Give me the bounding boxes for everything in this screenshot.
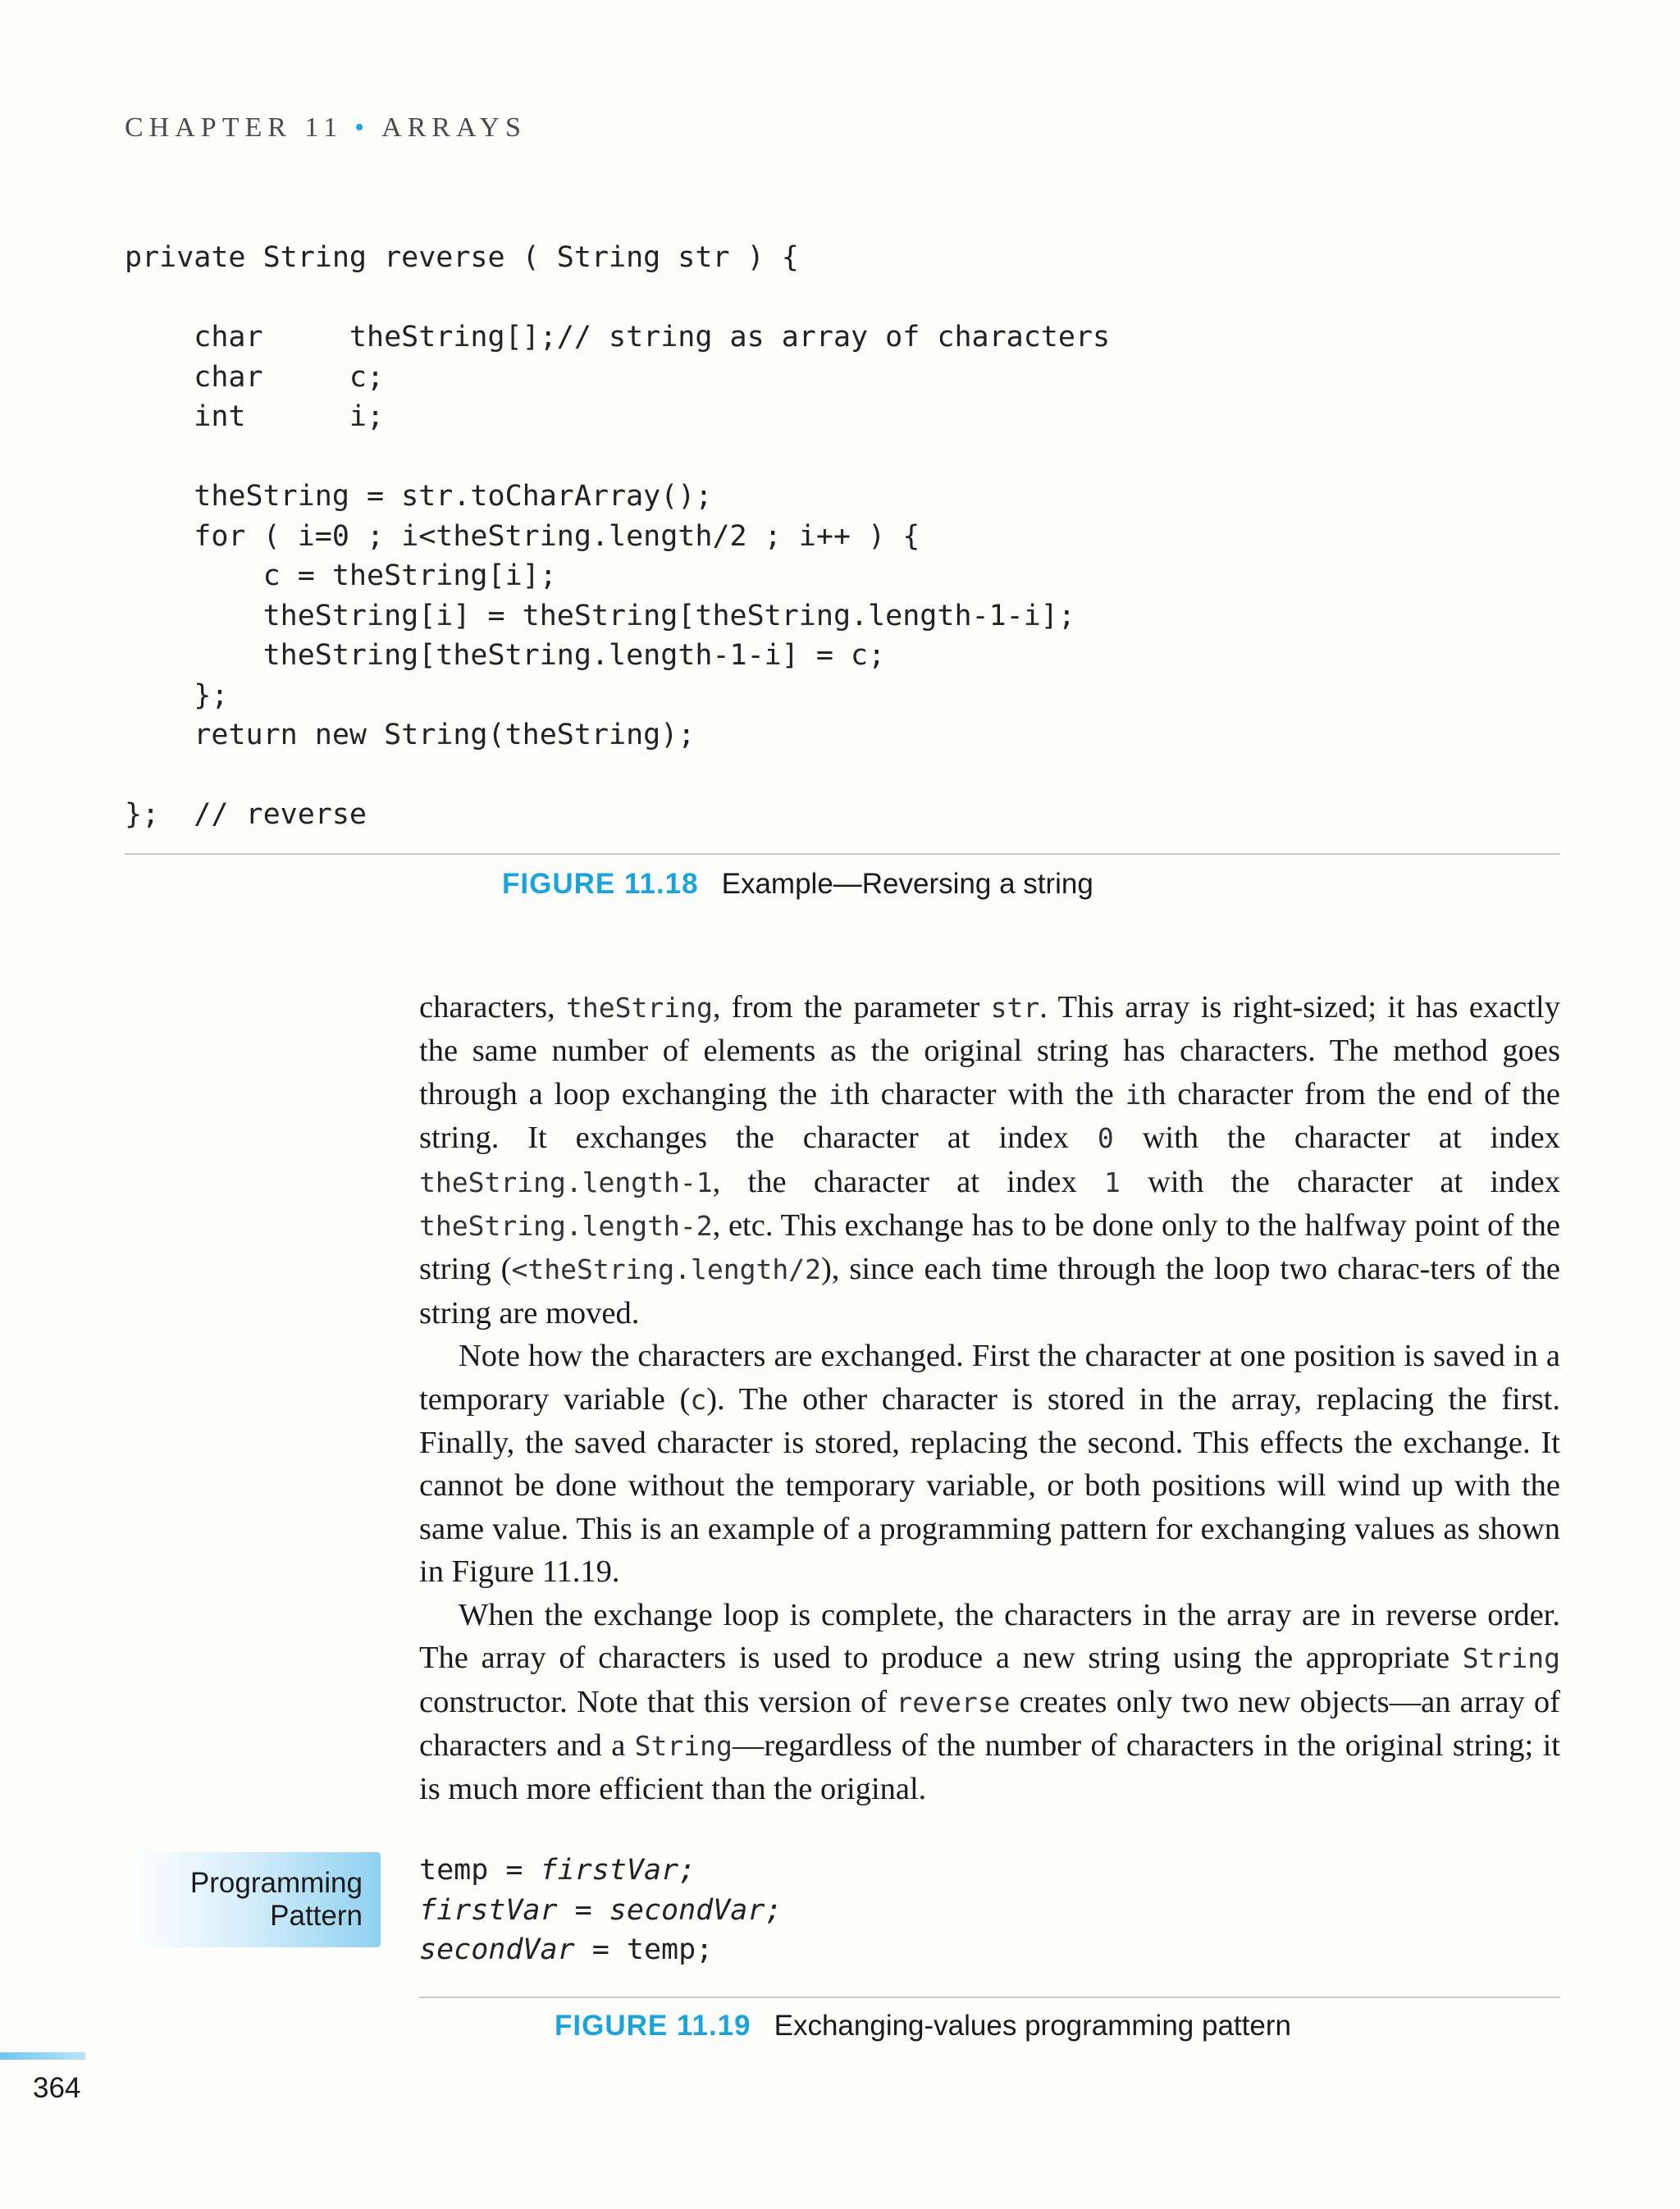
- text-run: . This array is right-sized; it has exactly the same number of elements as the original string has characters. The method goes through a loop exchanging the: [419, 990, 1561, 1111]
- figure-label: FIGURE 11.18: [502, 868, 699, 900]
- inline-code: String: [634, 1729, 733, 1762]
- bullet-separator: •: [354, 112, 371, 143]
- exchange-pattern-code: [419, 1851, 783, 1970]
- text-run: —regardless of the number of characters in the original string; it is much more efficient than the original.: [419, 1727, 1560, 1807]
- code-line: [419, 1851, 783, 1891]
- pattern-tag-line2: Pattern: [270, 1900, 363, 1932]
- text-run: , the character at index: [712, 1164, 1104, 1199]
- body-paragraph: [419, 1594, 1560, 1811]
- reverse-method-code: private String reverse ( String str ) { char theString[];// string as array of characters char c; int i; theString = str.toCharArray(); for ( i=0 ; i<theString.length/2 ; i++ ) { c = theString[i]; theString[i] = theString[theString.length-1-i]; theString[theString.length-1-i] = c; }; return new String(theString); }; // reverse: [125, 241, 1111, 831]
- inline-code: String: [1462, 1642, 1560, 1675]
- inline-code: theString.length-2: [419, 1210, 713, 1243]
- body-paragraph: [419, 986, 1560, 1335]
- inline-code: theString: [566, 992, 713, 1024]
- text-run: with the character at index: [1113, 1120, 1560, 1156]
- figure-title: Exchanging-values programming pattern: [774, 2010, 1291, 2042]
- code-variable: secondVar: [419, 1933, 575, 1966]
- text-run: , from the parameter: [712, 990, 991, 1025]
- running-head: [125, 112, 527, 144]
- inline-code: i: [1125, 1078, 1142, 1111]
- figure-11-18-caption: [502, 868, 1093, 901]
- inline-code: 1: [1103, 1166, 1121, 1198]
- section-label: ARRAYS: [381, 112, 527, 143]
- text-run: with the character at index: [1120, 1164, 1560, 1199]
- text-run: Note how the characters are exchanged. First the character at one position is saved in a temporary variable (: [419, 1339, 1560, 1417]
- pattern-tag-line1: Programming: [189, 1867, 363, 1899]
- figure-rule: [419, 1997, 1560, 1998]
- body-paragraph: [419, 1335, 1560, 1593]
- code-variable: ;: [678, 1854, 696, 1887]
- page-tab-marker: [0, 2052, 85, 2060]
- code-token: =: [557, 1893, 609, 1927]
- text-run: creates only two new objects—an array of characters and a: [419, 1684, 1560, 1763]
- chapter-label: CHAPTER 11: [125, 112, 344, 143]
- figure-label: FIGURE 11.19: [555, 2010, 751, 2042]
- text-run: ), since each time through the loop two charac-ters of the string are moved.: [419, 1252, 1560, 1330]
- programming-pattern-tag: [130, 1852, 381, 1947]
- text-run: th character with the: [844, 1076, 1125, 1111]
- code-variable: secondVar: [609, 1893, 765, 1927]
- text-run: , etc. This exchange has to be done only to the halfway point of the string (: [419, 1208, 1560, 1287]
- body-text: [419, 986, 1560, 1811]
- text-run: When the exchange loop is complete, the characters in the array are in reverse order. The array of characters is used to produce a new string using the appropriate: [419, 1597, 1560, 1676]
- code-line: [419, 1891, 783, 1931]
- inline-code: 0: [1097, 1122, 1114, 1155]
- code-token: temp =: [419, 1854, 541, 1887]
- inline-code: <theString.length/2: [511, 1253, 821, 1286]
- text-run: constructor. Note that this version of: [419, 1684, 897, 1719]
- inline-code: str: [990, 992, 1040, 1024]
- figure-title: Example—Reversing a string: [721, 868, 1093, 900]
- figure-11-19-caption: [555, 2010, 1291, 2042]
- code-variable: firstVar: [419, 1893, 558, 1927]
- inline-code: c: [690, 1383, 707, 1416]
- inline-code: theString.length-1: [419, 1166, 713, 1198]
- code-token: = temp;: [574, 1933, 714, 1966]
- figure-rule: [125, 853, 1560, 855]
- code-variable: ;: [765, 1893, 783, 1927]
- page-number: 364: [33, 2072, 81, 2104]
- text-run: characters,: [419, 990, 566, 1025]
- text-run: th character from the end of the string. It exchanges the character at index: [419, 1076, 1560, 1156]
- text-run: ). The other character is stored in the array, replacing the first. Finally, the saved character is stored, replacing the second. This effects the exchange. It cannot be done without the temporary variable, or both positions will wind up with the same value. This is an example of a programming pattern for exchanging values as shown in Figure 11.19.: [419, 1381, 1560, 1590]
- inline-code: reverse: [896, 1686, 1011, 1718]
- code-variable: firstVar: [540, 1854, 679, 1887]
- inline-code: i: [828, 1078, 845, 1111]
- code-line: [419, 1930, 783, 1970]
